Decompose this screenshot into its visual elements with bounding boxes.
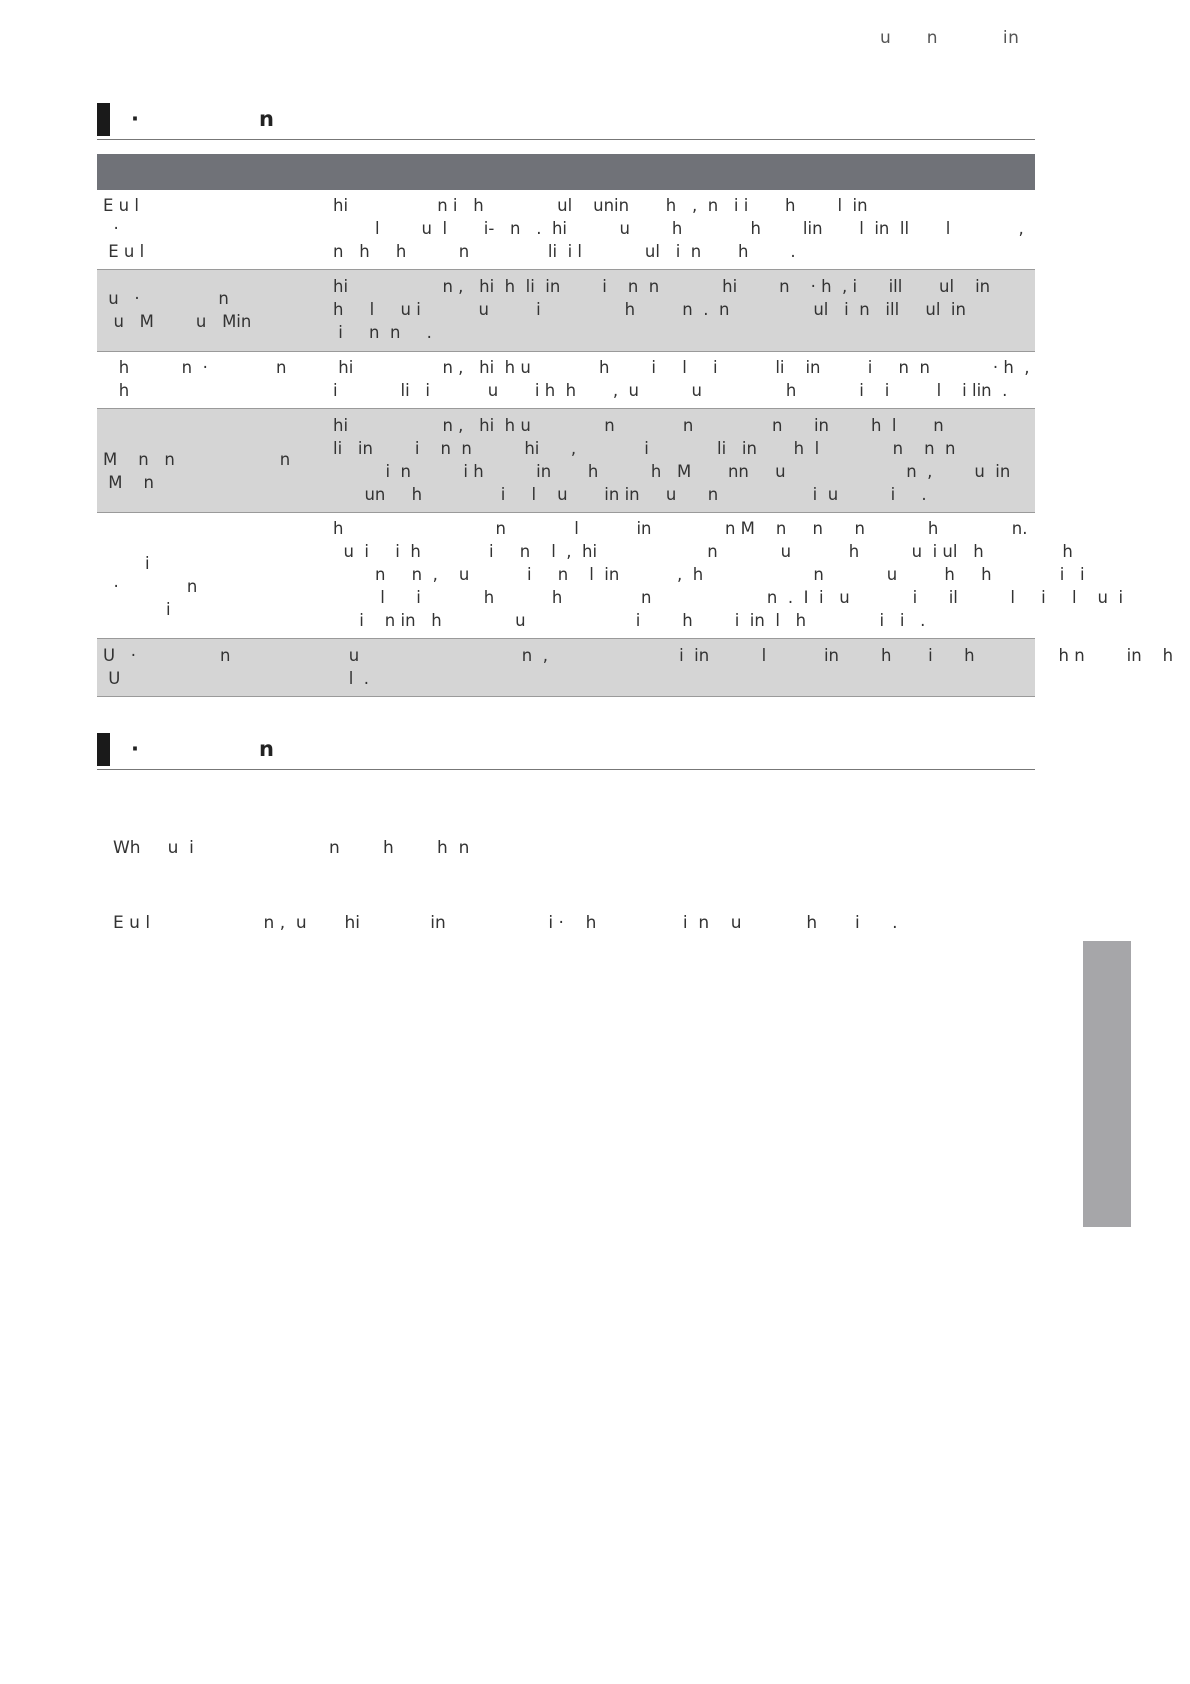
section-heading-mark-2: · <box>131 737 139 761</box>
table-cell-text: hi n , hi h u n n n in h l n li in i n n hi , i li in h l n n n i n i h in h h M nn u n , u in un h i l u in in u n i u i . <box>327 409 1035 513</box>
heading-marker-bar <box>97 733 110 766</box>
section-heading-mark-1: · <box>131 107 139 131</box>
table-cell-text: hi n , hi h li in i n n hi n · h , i ill ul in h l u i u i h n . n ul i n ill ul in i n n . <box>327 270 1035 352</box>
table-cell-label: h n · n h <box>97 352 327 409</box>
table-cell-text: u n , i in l in h i h h n in h l . <box>327 639 1035 697</box>
section-2-body <box>113 786 1013 961</box>
table-cell-text: h n l in n M n n n h n. u i i h i n l , hi n u h u i ul h h n n , u i n l in , h n u h h i i l i h h n n . I i u i il l i l u i i n in h u i h i in l h i i . <box>327 513 1035 639</box>
chapter-side-tab <box>1083 941 1131 1227</box>
body-line-1: Wh u i n h h n <box>113 838 470 858</box>
table-cell-text: hi n , hi h u h i l i li in i n n · h , i li i u i h h , u u h i i l i lin . <box>327 352 1035 409</box>
section-heading-text-1 <box>131 107 274 131</box>
table-row <box>97 190 1035 270</box>
table-row <box>97 639 1035 697</box>
table-cell-label: M n n n M n <box>97 409 327 513</box>
table-cell-label: u · n u M u Min <box>97 270 327 352</box>
section-heading-text-2 <box>131 737 274 761</box>
table-header-row <box>97 154 1035 190</box>
table-cell-label: E u l · E u l <box>97 190 327 270</box>
section-heading-2 <box>97 733 1035 770</box>
table-cell-text: hi n i h ul unin h , n i i h l in l u l i- n . hi u h h lin l in ll l , n h h n li i l ul i n h . <box>327 190 1035 270</box>
table-row <box>97 513 1035 639</box>
table-header-cell-2 <box>327 154 1035 190</box>
table-row <box>97 352 1035 409</box>
table-header-cell-1 <box>97 154 327 190</box>
table-cell-label: U · n U <box>97 639 327 697</box>
troubleshooting-table <box>97 154 1174 697</box>
table-row <box>97 409 1035 513</box>
table-cell-label: i · n i <box>97 513 327 639</box>
body-line-2: E u l n , u hi in i · h i n u h i . <box>113 913 898 933</box>
table-row <box>97 270 1035 352</box>
section-heading-word-2: n <box>258 737 274 761</box>
running-header: u n in <box>880 28 1020 48</box>
section-heading-1 <box>97 103 1035 140</box>
section-heading-word-1: n <box>258 107 274 131</box>
heading-marker-bar <box>97 103 110 136</box>
